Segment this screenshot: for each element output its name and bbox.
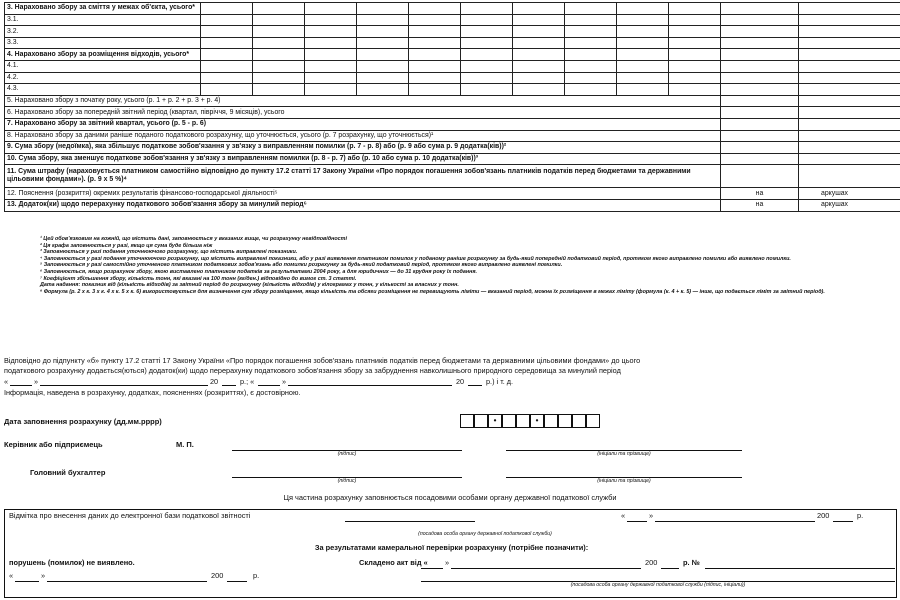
check-heading: За результатами камеральної перевірки розрахунку (потрібне позначити): [314,543,589,552]
row-label: 3. Нараховано збору за сміття у межах об'єкта, усього* [5,3,201,15]
row-label: 8. Нараховано збору за даними раніше поданого податкового розрахунку, що уточнюється, усього (р. 7 розрахунку, що уточнюється)¹ [5,130,721,142]
table-cell[interactable] [617,14,669,26]
footnote: ³ Заповнюється у разі подання уточнюючого розрахунку, що містить виправлені показники. [40,249,298,256]
table-cell[interactable] [565,72,617,84]
table-cell[interactable] [357,60,409,72]
table-cell[interactable] [721,107,799,119]
mark-label: Відмітка про внесення даних до електронної бази податкової звітності [9,511,251,520]
table-cell[interactable] [513,72,565,84]
table-cell[interactable] [513,3,565,15]
footnote: ⁵ Заповнюється у разі самостійно уточненого платником податкових зобов'язань або помилки розрахунку за будь-який податковий період, протягом якого виправлено виявлені помилки. [40,262,563,269]
footnotes [40,236,880,295]
day-blank-2[interactable] [258,385,280,386]
mark-quote-open: « [621,511,626,520]
table-cell[interactable] [669,72,721,84]
table-cell[interactable] [565,26,617,38]
accountant-sign-caption: (підпис) [337,478,357,484]
row-label: 9. Сума збору (недоїмка), яка збільшує податкове зобов'язання у зв'язку з виправленням помилки (р. 7 - р. 8) або (р. 9 або сума р. 9 додатка(ків))² [5,142,721,154]
date-digit-box[interactable] [558,414,572,428]
table-cell[interactable] [799,37,900,49]
table-cell[interactable] [201,3,253,15]
table-row [5,188,900,200]
table-cell[interactable] [799,142,900,154]
date-digit-box[interactable] [544,414,558,428]
sheets-prefix: на [721,188,799,200]
table-cell[interactable] [721,72,799,84]
table-cell[interactable] [565,3,617,15]
table-cell[interactable] [201,84,253,96]
date-digit-box[interactable] [502,414,516,428]
table-cell[interactable] [799,72,900,84]
table-cell[interactable] [253,37,305,49]
act-number-label: р. № [683,558,700,567]
table-cell[interactable] [461,72,513,84]
table-cell[interactable] [305,72,357,84]
table-cell[interactable] [721,142,799,154]
table-cell[interactable] [799,130,900,142]
table-cell[interactable] [461,26,513,38]
row-label: 12. Пояснення (розкриття) окремих результатів фінансово-господарської діяльності⁵ [5,188,721,200]
legal-line-4: Інформація, наведена в розрахунку, додатках, поясненнях (розкриттях), є достовірною. [4,387,301,397]
table-cell[interactable] [513,84,565,96]
table-cell[interactable] [617,49,669,61]
table-cell[interactable] [799,107,900,119]
table-cell[interactable] [617,3,669,15]
table-cell[interactable] [565,84,617,96]
footnote: ⁴ Заповнюється у разі подання уточнюючого розрахунку, що містить виправлені показники, або у разі виявлення платником помилок у поданому раніше розрахунку за будь-який попередній податковий період, протягом якого виправлено помилки або виявлено помилки. [40,255,791,262]
table-row [5,60,900,72]
table-cell[interactable] [565,37,617,49]
table-cell[interactable] [721,3,799,15]
accountant-name-caption: (ініціали та прізвище) [597,478,651,484]
table-cell[interactable] [617,37,669,49]
table-row [5,165,900,188]
table-cell[interactable] [409,37,461,49]
table-cell[interactable] [461,84,513,96]
table-cell[interactable] [201,14,253,26]
table-cell[interactable] [305,26,357,38]
table-cell[interactable] [253,26,305,38]
table-row [5,84,900,96]
table-cell[interactable] [513,37,565,49]
footnote: ⁷ Коефіцієнт збільшення збору, кількість тонн, які вказані на 100 тонн (кг/ден.) відповідно до вимог ст. 3 статті. [40,275,357,282]
date-label: Дата заповнення розрахунку (дд.мм.рррр) [4,417,162,426]
table-cell[interactable] [721,26,799,38]
table-cell[interactable] [513,60,565,72]
table-cell[interactable] [721,118,799,130]
row-label: 3.1. [5,14,201,26]
table-cell[interactable] [721,49,799,61]
year-blank-2[interactable] [468,385,482,386]
head-sign-caption: (підпис) [337,451,357,457]
table-cell[interactable] [669,49,721,61]
table-cell[interactable] [721,37,799,49]
table-cell[interactable] [253,84,305,96]
act-quote-close: » [445,558,450,567]
act-year-field[interactable] [661,568,679,569]
sep-text: р.; « [240,376,255,386]
table-cell[interactable] [305,3,357,15]
date-digit-box[interactable]: • [488,414,502,428]
table-cell[interactable] [669,84,721,96]
mark-day-field[interactable] [627,521,647,522]
table-cell[interactable] [253,49,305,61]
table-cell[interactable] [721,165,799,188]
table-row [5,199,900,211]
table-cell[interactable] [305,14,357,26]
table-cell[interactable] [721,14,799,26]
table-cell[interactable] [253,60,305,72]
date-digit-box[interactable]: • [530,414,544,428]
row-label: 4.3. [5,84,201,96]
sheets-prefix: на [721,199,799,211]
table-cell[interactable] [669,14,721,26]
table-cell[interactable] [513,49,565,61]
date-digit-box[interactable] [586,414,600,428]
act-year-prefix: 200 [645,558,658,567]
table-row [5,37,900,49]
legal-line-1: Відповідно до підпункту «б» пункту 17.2 статті 17 Закону України «Про порядок погашення зобов'язань платників податків перед бюджетами та державними цільовими фондами» до цього [4,356,641,365]
table-cell[interactable] [253,3,305,15]
table-cell[interactable] [409,72,461,84]
date-quote-open: « [9,571,14,580]
act-officer-caption: (посадова особа органу державної податкової служби (підпис, ініціали)) [570,582,746,588]
table-row [5,26,900,38]
table-cell[interactable] [669,60,721,72]
table-row [5,49,900,61]
table-cell[interactable] [461,14,513,26]
row-label: 4.1. [5,60,201,72]
date-digit-box[interactable] [572,414,586,428]
head-name-caption: (ініціали та прізвище) [597,451,651,457]
table-cell[interactable] [305,84,357,96]
footnote: ² Ця графа заповнюється у разі, якщо ця сума буде більша ніж [40,242,213,249]
stamp-mark: М. П. [176,440,194,449]
row-label: 3.3. [5,37,201,49]
mark-year-prefix: 200 [817,511,830,520]
row-label: 6. Нараховано збору за попередній звітний період (квартал, півріччя, 9 місяців), усього [5,107,721,119]
date-month-field[interactable] [47,581,207,582]
official-heading: Ця частина розрахунку заповнюється посадовими особами органу державної податкової служби [283,493,617,502]
mark-officer-field[interactable] [345,521,475,522]
table-cell[interactable] [461,37,513,49]
year-prefix-1: 20 [210,376,219,386]
date-digit-box[interactable] [460,414,474,428]
table-cell[interactable] [357,37,409,49]
official-section [4,509,897,598]
date-digit-box[interactable] [516,414,530,428]
table-cell[interactable] [201,72,253,84]
footnote: ¹ Цей обов'язковим на кожній, що містить дані, заповнюється у вказаних вище, чи розрахунку невідповідності [40,236,347,242]
date-year-field[interactable] [227,581,247,582]
table-cell[interactable] [721,60,799,72]
table-row [5,153,900,165]
table-cell[interactable] [461,49,513,61]
table-cell[interactable] [409,3,461,15]
date-quote-close: » [41,571,46,580]
table-cell[interactable] [305,60,357,72]
no-violations: порушень (помилок) не виявлено. [9,558,135,567]
table-cell[interactable] [799,153,900,165]
date-digit-box[interactable] [474,414,488,428]
table-row [5,142,900,154]
table-cell[interactable] [357,49,409,61]
table-cell[interactable] [799,165,900,188]
table-cell[interactable] [669,37,721,49]
row-label: 10. Сума збору, яка зменшує податкове зобов'язання у зв'язку з виправленням помилки (р. 8 - р. 7) або (р. 10 або сума р. 10 додатка(ків))³ [5,153,721,165]
table-cell[interactable] [253,72,305,84]
table-cell[interactable] [669,3,721,15]
mark-month-field[interactable] [655,521,815,522]
table-cell[interactable] [357,3,409,15]
calculation-table [4,2,900,212]
table-cell[interactable] [357,72,409,84]
table-cell[interactable] [799,3,900,15]
table-cell[interactable] [617,72,669,84]
mark-year-suffix: р. [857,511,864,520]
table-cell[interactable] [617,60,669,72]
table-cell[interactable] [799,84,900,96]
table-cell[interactable] [461,3,513,15]
date-year-suffix: р. [253,571,260,580]
table-cell[interactable] [669,26,721,38]
table-cell[interactable] [357,84,409,96]
table-row [5,14,900,26]
quote-close-2: » [282,376,287,386]
table-row [5,72,900,84]
table-row [5,118,900,130]
table-cell[interactable] [201,49,253,61]
row-label: 4.2. [5,72,201,84]
head-label: Керівник або підприємець [4,440,103,449]
footnote: ⁶ Заповнюється, якщо розрахунок збору, якою виставлено платником податків за результатами 2004 року, а для юридичних — до 31 грудня року їх подання. [40,268,478,275]
table-cell[interactable] [357,14,409,26]
table-cell[interactable] [513,14,565,26]
month-blank-1[interactable] [40,385,208,386]
year-blank-1[interactable] [222,385,236,386]
table-cell[interactable] [799,118,900,130]
row-label: 3.2. [5,26,201,38]
table-cell[interactable] [721,95,799,107]
month-blank-2[interactable] [288,385,452,386]
table-cell[interactable] [201,60,253,72]
table-cell[interactable] [357,26,409,38]
table-cell[interactable] [409,49,461,61]
accountant-label: Головний бухгалтер [30,468,106,477]
table-cell[interactable] [617,84,669,96]
table-cell[interactable] [565,14,617,26]
table-cell[interactable] [721,153,799,165]
etc-text: р.) і т. д. [486,376,514,386]
table-cell[interactable] [721,130,799,142]
legal-line-2: податкового розрахунку додається(ються) додаток(ки) щодо перерахунку податкового зобов'язання збору за забруднення навколишнього природного середовища за минулий період [4,366,621,376]
mark-officer-caption: (посадова особа органу державної податкової служби) [418,531,552,537]
date-year-prefix: 200 [211,571,224,580]
act-label: Складено акт від « [359,558,428,567]
act-number-field[interactable] [705,568,895,569]
table-cell[interactable] [201,26,253,38]
table-cell[interactable] [305,49,357,61]
act-month-field[interactable] [451,568,641,569]
footnote: Дата надання: показник від (кількість відходів) за звітний період до розрахунку (кількість відходів) у кілограмах у тонн, у кількості за власних у тонн. [40,282,459,289]
table-cell[interactable] [799,26,900,38]
table-cell[interactable] [799,49,900,61]
table-cell[interactable] [409,26,461,38]
quote-open: « [4,376,9,386]
mark-year-field[interactable] [833,521,853,522]
legal-line-3 [4,377,897,388]
table-cell[interactable] [305,37,357,49]
table-cell[interactable] [721,84,799,96]
table-cell[interactable] [253,14,305,26]
row-label: 11. Сума штрафу (нараховується платником самостійно відповідно до пункту 17.2 статті 17 Закону України «Про порядок погашення зобов'язань платників податків перед бюджетами та державними цільовими фондами»). (р. 9 х 5 %)⁴ [5,165,721,188]
table-cell[interactable] [513,26,565,38]
table-cell[interactable] [799,14,900,26]
table-cell[interactable] [799,60,900,72]
table-cell[interactable] [409,60,461,72]
table-cell[interactable] [565,49,617,61]
year-prefix-2: 20 [456,376,465,386]
table-row [5,3,900,15]
row-label: 4. Нараховано збору за розміщення відходів, усього* [5,49,201,61]
table-cell[interactable] [201,37,253,49]
table-cell[interactable] [409,14,461,26]
table-row [5,107,900,119]
day-blank-1[interactable] [10,385,32,386]
table-cell[interactable] [565,60,617,72]
sheets-unit: аркушах [799,199,900,211]
table-cell[interactable] [617,26,669,38]
quote-close: » [34,376,39,386]
footnote: ⁸ Формула (р. 2 х к. 3 х к. 4 х к. 5 х к. 6) використовується для визначення сум збору розміщення, якщо кількість та обсяги розміщення не перевищують ліміти — вказаний період, можна їх розміщення в межах ліміту (формула (к. 4 + к. 5) — інше, що подається ліміт за звітний період). [40,288,825,295]
act-day-field[interactable] [421,568,443,569]
row-label: 5. Нараховано збору з початку року, усього (р. 1 + р. 2 + р. 3 + р. 4) [5,95,721,107]
mark-quote-close: » [649,511,654,520]
sheets-unit: аркушах [799,188,900,200]
table-row [5,95,900,107]
table-cell[interactable] [409,84,461,96]
date-day-field[interactable] [15,581,39,582]
table-cell[interactable] [461,60,513,72]
row-label: 7. Нараховано збору за звітний квартал, усього (р. 5 - р. 6) [5,118,721,130]
row-label: 13. Додаток(ки) щодо перерахунку податкового зобов'язання збору за минулий період⁶ [5,199,721,211]
table-cell[interactable] [799,95,900,107]
legal-paragraph [4,356,897,398]
table-row [5,130,900,142]
